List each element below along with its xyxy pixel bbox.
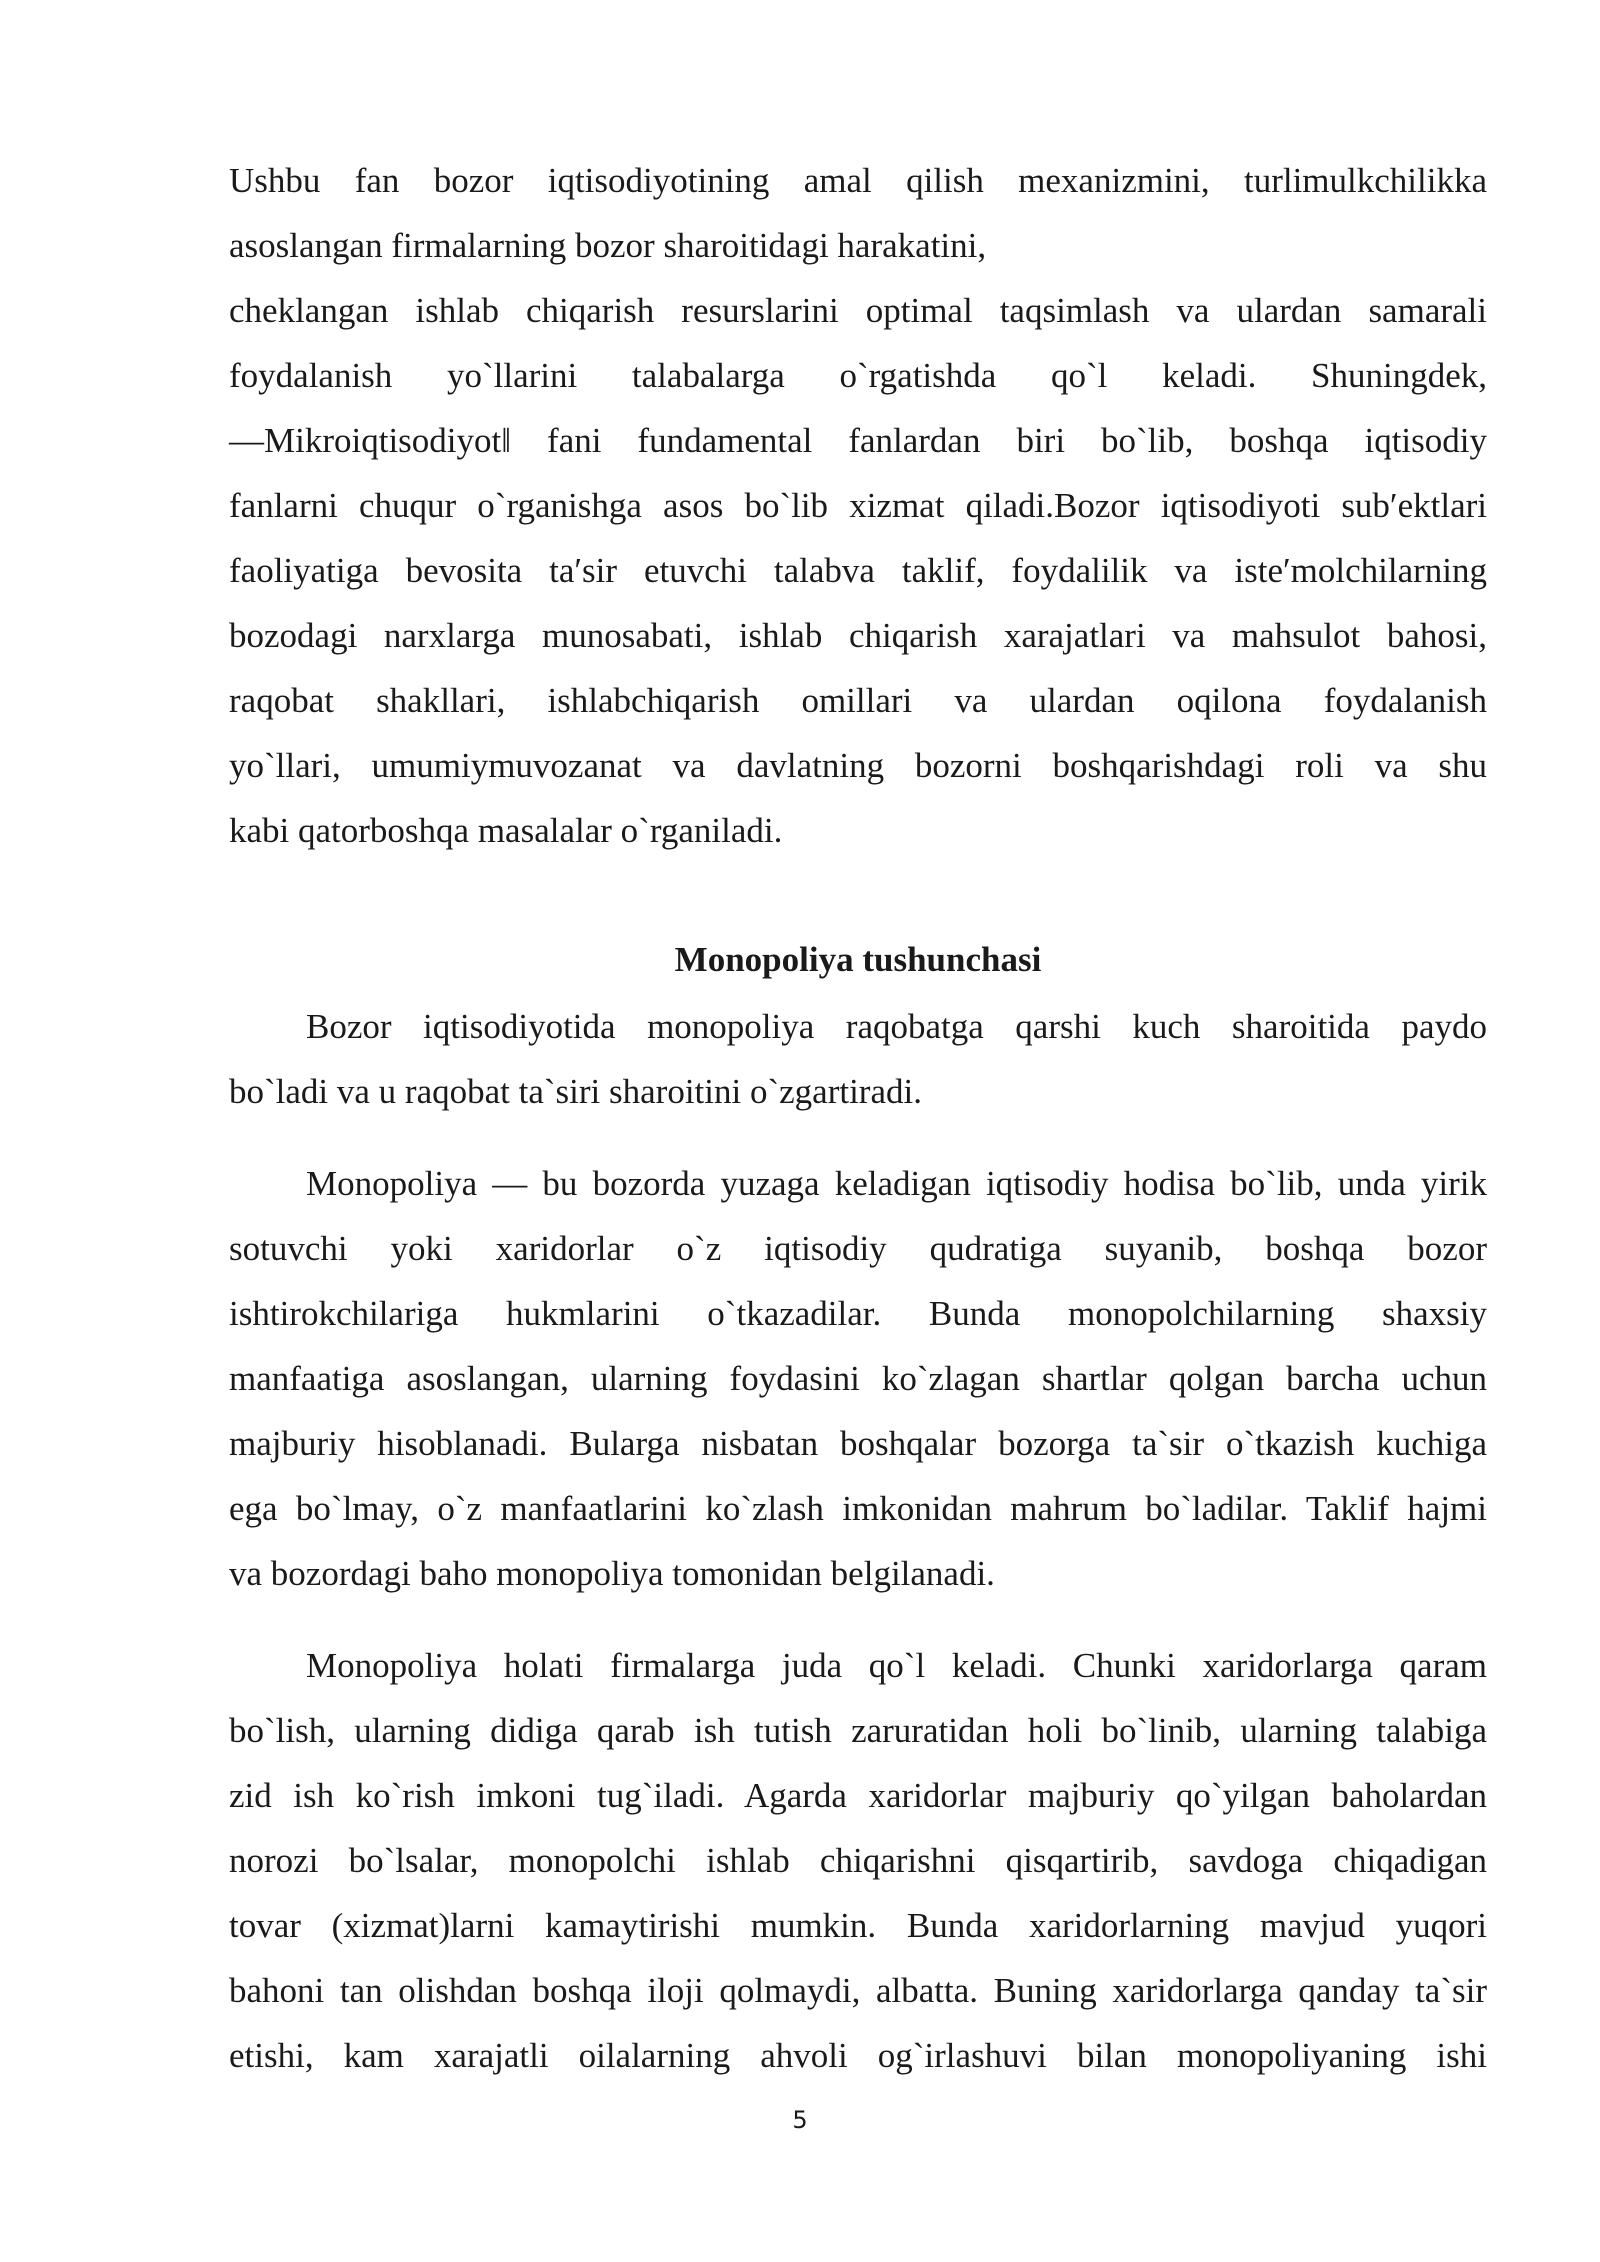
page-content — [229, 148, 1487, 2088]
monopoly-intro-paragraph — [229, 994, 1487, 1124]
text-line: bahoni tan olishdan boshqa iloji qolmaydi, albatta. Buning xaridorlarga qanday ta`sir — [229, 1971, 1487, 2010]
text-line: ishtirokchilariga hukmlarini o`tkazadilar. Bunda monopolchilarning shaxsiy — [229, 1294, 1487, 1333]
section-heading: Monopoliya tushunchasi — [674, 940, 1042, 979]
text-line: bo`ladi va u raqobat ta`siri sharoitini o`zgartiradi. — [229, 1072, 922, 1111]
text-line: sotuvchi yoki xaridorlar o`z iqtisodiy qudratiga suyanib, boshqa bozor — [229, 1229, 1487, 1268]
text-line: tovar (xizmat)larni kamaytirishi mumkin. Bunda xaridorlarning mavjud yuqori — [229, 1906, 1487, 1945]
text-line: Ushbu fan bozor iqtisodiyotining amal qilish mexanizmini, turlimulkchilikka — [229, 161, 1487, 200]
text-line: manfaatiga asoslangan, ularning foydasini ko`zlagan shartlar qolgan barcha uchun — [229, 1359, 1487, 1398]
text-line: Monopoliya — bu bozorda yuzaga keladigan iqtisodiy hodisa bo`lib, unda yirik — [306, 1164, 1487, 1203]
text-line: —Mikroiqtisodiyot‖ fani fundamental fanlardan biri bo`lib, boshqa iqtisodiy — [229, 421, 1487, 460]
text-line: foydalanish yo`llarini talabalarga o`rgatishda qo`l keladi. Shuningdek, — [229, 356, 1487, 395]
text-line: Bozor iqtisodiyotida monopoliya raqobatga qarshi kuch sharoitida paydo — [306, 1007, 1487, 1046]
intro-paragraph — [229, 148, 1487, 863]
text-line: bo`lish, ularning didiga qarab ish tutish zaruratidan holi bo`linib, ularning talabiga — [229, 1711, 1487, 1750]
text-line: kabi qatorboshqa masalalar o`rganiladi. — [229, 811, 783, 850]
text-line: majburiy hisoblanadi. Bularga nisbatan boshqalar bozorga ta`sir o`tkazish kuchiga — [229, 1424, 1487, 1463]
monopoly-effects-paragraph — [229, 1633, 1487, 2088]
text-line: cheklangan ishlab chiqarish resurslarini optimal taqsimlash va ulardan samarali — [229, 291, 1487, 330]
paragraph-spacer — [229, 1124, 1487, 1151]
text-line: fanlarni chuqur o`rganishga asos bo`lib xizmat qiladi.Bozor iqtisodiyoti sub′ektlari — [229, 486, 1487, 525]
text-line: Monopoliya holati firmalarga juda qo`l keladi. Chunki xaridorlarga qaram — [306, 1646, 1487, 1685]
monopoly-definition-paragraph — [229, 1151, 1487, 1606]
text-line: bozodagi narxlarga munosabati, ishlab chiqarish xarajatlari va mahsulot bahosi, — [229, 616, 1487, 655]
page-number: 5 — [792, 2106, 808, 2134]
text-line: yo`llari, umumiymuvozanat va davlatning bozorni boshqarishdagi roli va shu — [229, 746, 1487, 785]
text-line: raqobat shakllari, ishlabchiqarish omillari va ulardan oqilona foydalanish — [229, 681, 1487, 720]
text-line: norozi bo`lsalar, monopolchi ishlab chiqarishni qisqartirib, savdoga chiqadigan — [229, 1841, 1487, 1880]
text-line: ega bo`lmay, o`z manfaatlarini ko`zlash imkonidan mahrum bo`ladilar. Taklif hajmi — [229, 1489, 1487, 1528]
text-line: faoliyatiga bevosita ta′sir etuvchi talabva taklif, foydalilik va iste′molchilarning — [229, 551, 1487, 590]
paragraph-spacer — [229, 1606, 1487, 1633]
text-line: etishi, kam xarajatli oilalarning ahvoli og`irlashuvi bilan monopoliyaning ishi — [229, 2036, 1487, 2075]
text-line: zid ish ko`rish imkoni tug`iladi. Agarda xaridorlar majburiy qo`yilgan baholardan — [229, 1776, 1487, 1815]
text-line: va bozordagi baho monopoliya tomonidan belgilanadi. — [229, 1554, 995, 1593]
text-line: asoslangan firmalarning bozor sharoitidagi harakatini, — [229, 226, 987, 265]
